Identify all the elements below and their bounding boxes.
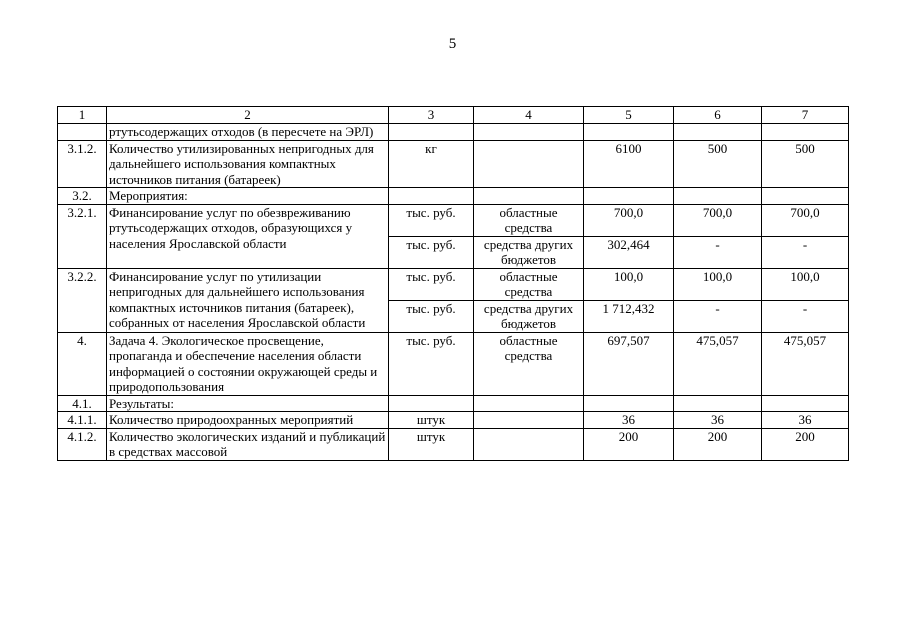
table-row [58,268,849,300]
row-value-7: - [762,300,849,332]
table-row [58,124,849,141]
header-cell-2: 2 [107,107,389,124]
table-row [58,204,849,236]
row-name: Количество природоохранных мероприятий [107,412,389,429]
row-value-6: - [674,236,762,268]
row-source: областные средства [474,268,584,300]
row-value-6: - [674,300,762,332]
row-value-7: 700,0 [762,204,849,236]
header-cell-6: 6 [674,107,762,124]
row-value-5: 100,0 [584,268,674,300]
row-unit [389,395,474,412]
program-table [57,106,849,461]
row-value-5: 6100 [584,140,674,188]
header-cell-5: 5 [584,107,674,124]
row-value-5 [584,124,674,141]
row-code: 4.1.1. [58,412,107,429]
table-row [58,188,849,205]
row-value-6: 36 [674,412,762,429]
row-name: ртутьсодержащих отходов (в пересчете на ЭРЛ) [107,124,389,141]
row-value-6 [674,395,762,412]
row-source: областные средства [474,204,584,236]
row-code: 3.2.2. [58,268,107,332]
row-source [474,188,584,205]
header-cell-4: 4 [474,107,584,124]
row-name: Финансирование услуг по обезвреживанию ртутьсодержащих отходов, образующихся у населения Ярославской области [107,204,389,268]
row-value-7: - [762,236,849,268]
row-name: Количество утилизированных непригодных для дальнейшего использования компактных источников питания (батареек) [107,140,389,188]
row-source: средства других бюджетов [474,300,584,332]
table-row [58,412,849,429]
row-unit: тыс. руб. [389,236,474,268]
row-value-6: 500 [674,140,762,188]
row-source [474,428,584,460]
row-value-5: 302,464 [584,236,674,268]
row-name: Мероприятия: [107,188,389,205]
header-cell-1: 1 [58,107,107,124]
row-value-7: 500 [762,140,849,188]
row-code: 4.1. [58,395,107,412]
row-unit: тыс. руб. [389,268,474,300]
row-value-7 [762,395,849,412]
row-value-7: 200 [762,428,849,460]
row-value-5: 700,0 [584,204,674,236]
row-unit: штук [389,428,474,460]
row-value-7 [762,188,849,205]
row-value-7: 475,057 [762,332,849,395]
row-code: 3.2. [58,188,107,205]
row-value-5 [584,395,674,412]
row-value-5: 1 712,432 [584,300,674,332]
row-name: Результаты: [107,395,389,412]
row-value-5: 200 [584,428,674,460]
row-name: Количество экологических изданий и публикаций в средствах массовой [107,428,389,460]
header-cell-3: 3 [389,107,474,124]
row-value-6: 100,0 [674,268,762,300]
row-code: 4.1.2. [58,428,107,460]
table-row [58,332,849,395]
row-source [474,124,584,141]
row-unit: штук [389,412,474,429]
row-value-7: 100,0 [762,268,849,300]
row-name: Финансирование услуг по утилизации непригодных для дальнейшего использования компактных источников питания (батареек), собранных от населения Ярославской области [107,268,389,332]
table-row [58,428,849,460]
row-value-6: 200 [674,428,762,460]
row-unit [389,188,474,205]
header-cell-7: 7 [762,107,849,124]
row-value-6: 475,057 [674,332,762,395]
row-unit: тыс. руб. [389,332,474,395]
row-unit: кг [389,140,474,188]
row-value-7: 36 [762,412,849,429]
row-name: Задача 4. Экологическое просвещение, пропаганда и обеспечение населения области информацией о состоянии окружающей среды и природопользования [107,332,389,395]
row-code [58,124,107,141]
table-row [58,395,849,412]
row-value-5 [584,188,674,205]
row-code: 4. [58,332,107,395]
row-source: областные средства [474,332,584,395]
row-source [474,412,584,429]
row-code: 3.1.2. [58,140,107,188]
row-value-5: 36 [584,412,674,429]
row-value-7 [762,124,849,141]
row-unit: тыс. руб. [389,204,474,236]
page-number: 5 [448,36,457,52]
row-value-6: 700,0 [674,204,762,236]
row-value-5: 697,507 [584,332,674,395]
row-code: 3.2.1. [58,204,107,268]
row-unit [389,124,474,141]
row-source: средства других бюджетов [474,236,584,268]
row-value-6 [674,188,762,205]
row-source [474,395,584,412]
header-row [58,107,849,124]
table-row [58,140,849,188]
row-unit: тыс. руб. [389,300,474,332]
row-value-6 [674,124,762,141]
row-source [474,140,584,188]
